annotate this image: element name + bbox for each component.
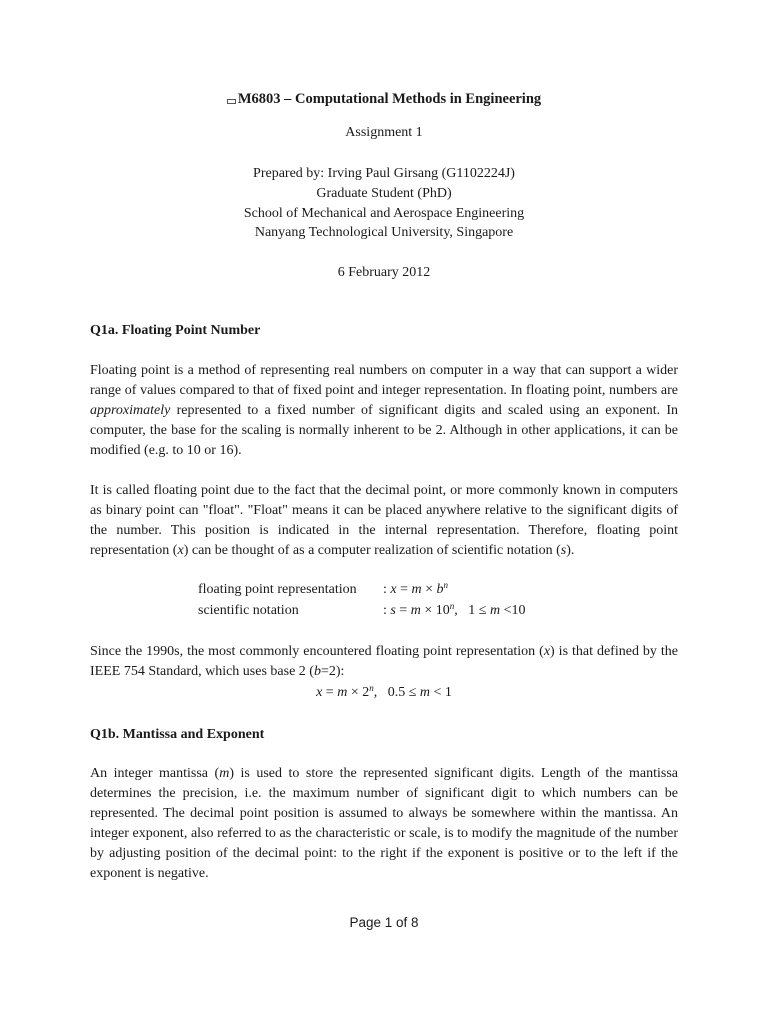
university-name: Nanyang Technological University, Singapore — [254, 225, 514, 240]
document-date: 6 February 2012 — [337, 265, 431, 280]
formula-ieee754: $x = m \times 2^n$, 0.5 ≤ m < 1 — [316, 683, 452, 700]
assignment-label: Assignment 1 — [345, 125, 423, 140]
paragraph-q1a-1: Floating point is a method of representing real numbers on computer in a way that can support a wider range of values compared to that of fixed point and integer representation. In floating point, numbers are approximately represented to a fixed number of significant digits and scaled using an exponent. In computer, the base for the scaling is normally inherent to be 2. Although in other applications, it can be modified (e.g. to 10 or 16). — [90, 363, 678, 458]
author-role: Graduate Student (PhD) — [316, 186, 452, 201]
page-number: Page 1 of 8 — [349, 915, 419, 930]
section-heading-q1b: Q1b. Mantissa and Exponent — [90, 727, 265, 742]
course-title: M6803 – Computational Methods in Engineering — [0, 90, 768, 109]
paragraph-q1a-3: Since the 1990s, the most commonly encountered floating point representation (x) is that defined by the IEEE 754 Standard, which uses base 2 (b=2): — [90, 644, 679, 679]
paragraph-q1a-2: It is called floating point due to the fact that the decimal point, or more commonly known in computers as binary point can "float". "Float" means it can be placed anywhere relative to the significant digits of the number. This position is indicated in the internal representation. Therefore, floating point representation (x) can be thought of as a computer realization of scientific notation (s). — [90, 483, 678, 558]
document-page: M6803 – Computational Methods in Engineering Assignment 1 Prepared by: Irving Paul Girsang (G1102224J) Graduate Student (PhD) School of Mechanical and Aerospace Engineering Nanyang Technological University, Singapore 6 February 2012 Q1a. Floating Point Number Floating point is a method of representing real numbers on computer in a way that can support a wider range of values compared to that of fixed point and integer representation. In floating point, numbers are approximately represented to a fixed number of significant digits and scaled using an exponent. In computer, the base for the scaling is normally inherent to be 2. Although in other applications, it can be modified (e.g. to 10 or 16). It is called floating point due to the fact that the decimal point, or more commonly known in computers as binary point can "float". "Float" means it can be placed anywhere relative to the significant digits of the number. This position is indicated in the internal representation. Therefore, floating point representation (x) can be thought of as a computer realization of scientific notation (s). floating point representation : $x = m \times b^n$ scientific notation : $s = m \times 10^n$, 1 ≤ m <10 Since the 1990s, the most commonly encountered floating point representation (x) is that defined by the IEEE 754 Standard, which uses base 2 (b=2): $x = m \times 2^n$, 0.5 ≤ m < 1 Q1b. Mantissa and Exponent An integer mantissa (m) is used to store the represented significant digits. Length of the mantissa determines the precision, i.e. the maximum number of significant digit to which numbers can be represented. The decimal point position is assumed to always be somewhere within the mantissa. An integer exponent, also referred to as the characteristic or scale, is to modify the magnitude of the number by adjusting position of the decimal point: to the right if the exponent is positive or to the left if the exponent is negative. Page 1 of 8 — [0, 0, 768, 1024]
marker-icon — [227, 99, 236, 104]
section-heading-q1a: Q1a. Floating Point Number — [90, 323, 261, 338]
author-line: Prepared by: Irving Paul Girsang (G1102224J) — [253, 166, 515, 181]
paragraph-q1b-1: An integer mantissa (m) is used to store the represented significant digits. Length of the mantissa determines the precision, i.e. the maximum number of significant digit to which numbers can be represented. The decimal point position is assumed to always be somewhere within the mantissa. An integer exponent, also referred to as the characteristic or scale, is to modify the magnitude of the number by adjusting position of the decimal point: to the right if the exponent is positive or to the left if the exponent is negative. — [90, 766, 679, 881]
school-name: School of Mechanical and Aerospace Engineering — [243, 206, 525, 221]
